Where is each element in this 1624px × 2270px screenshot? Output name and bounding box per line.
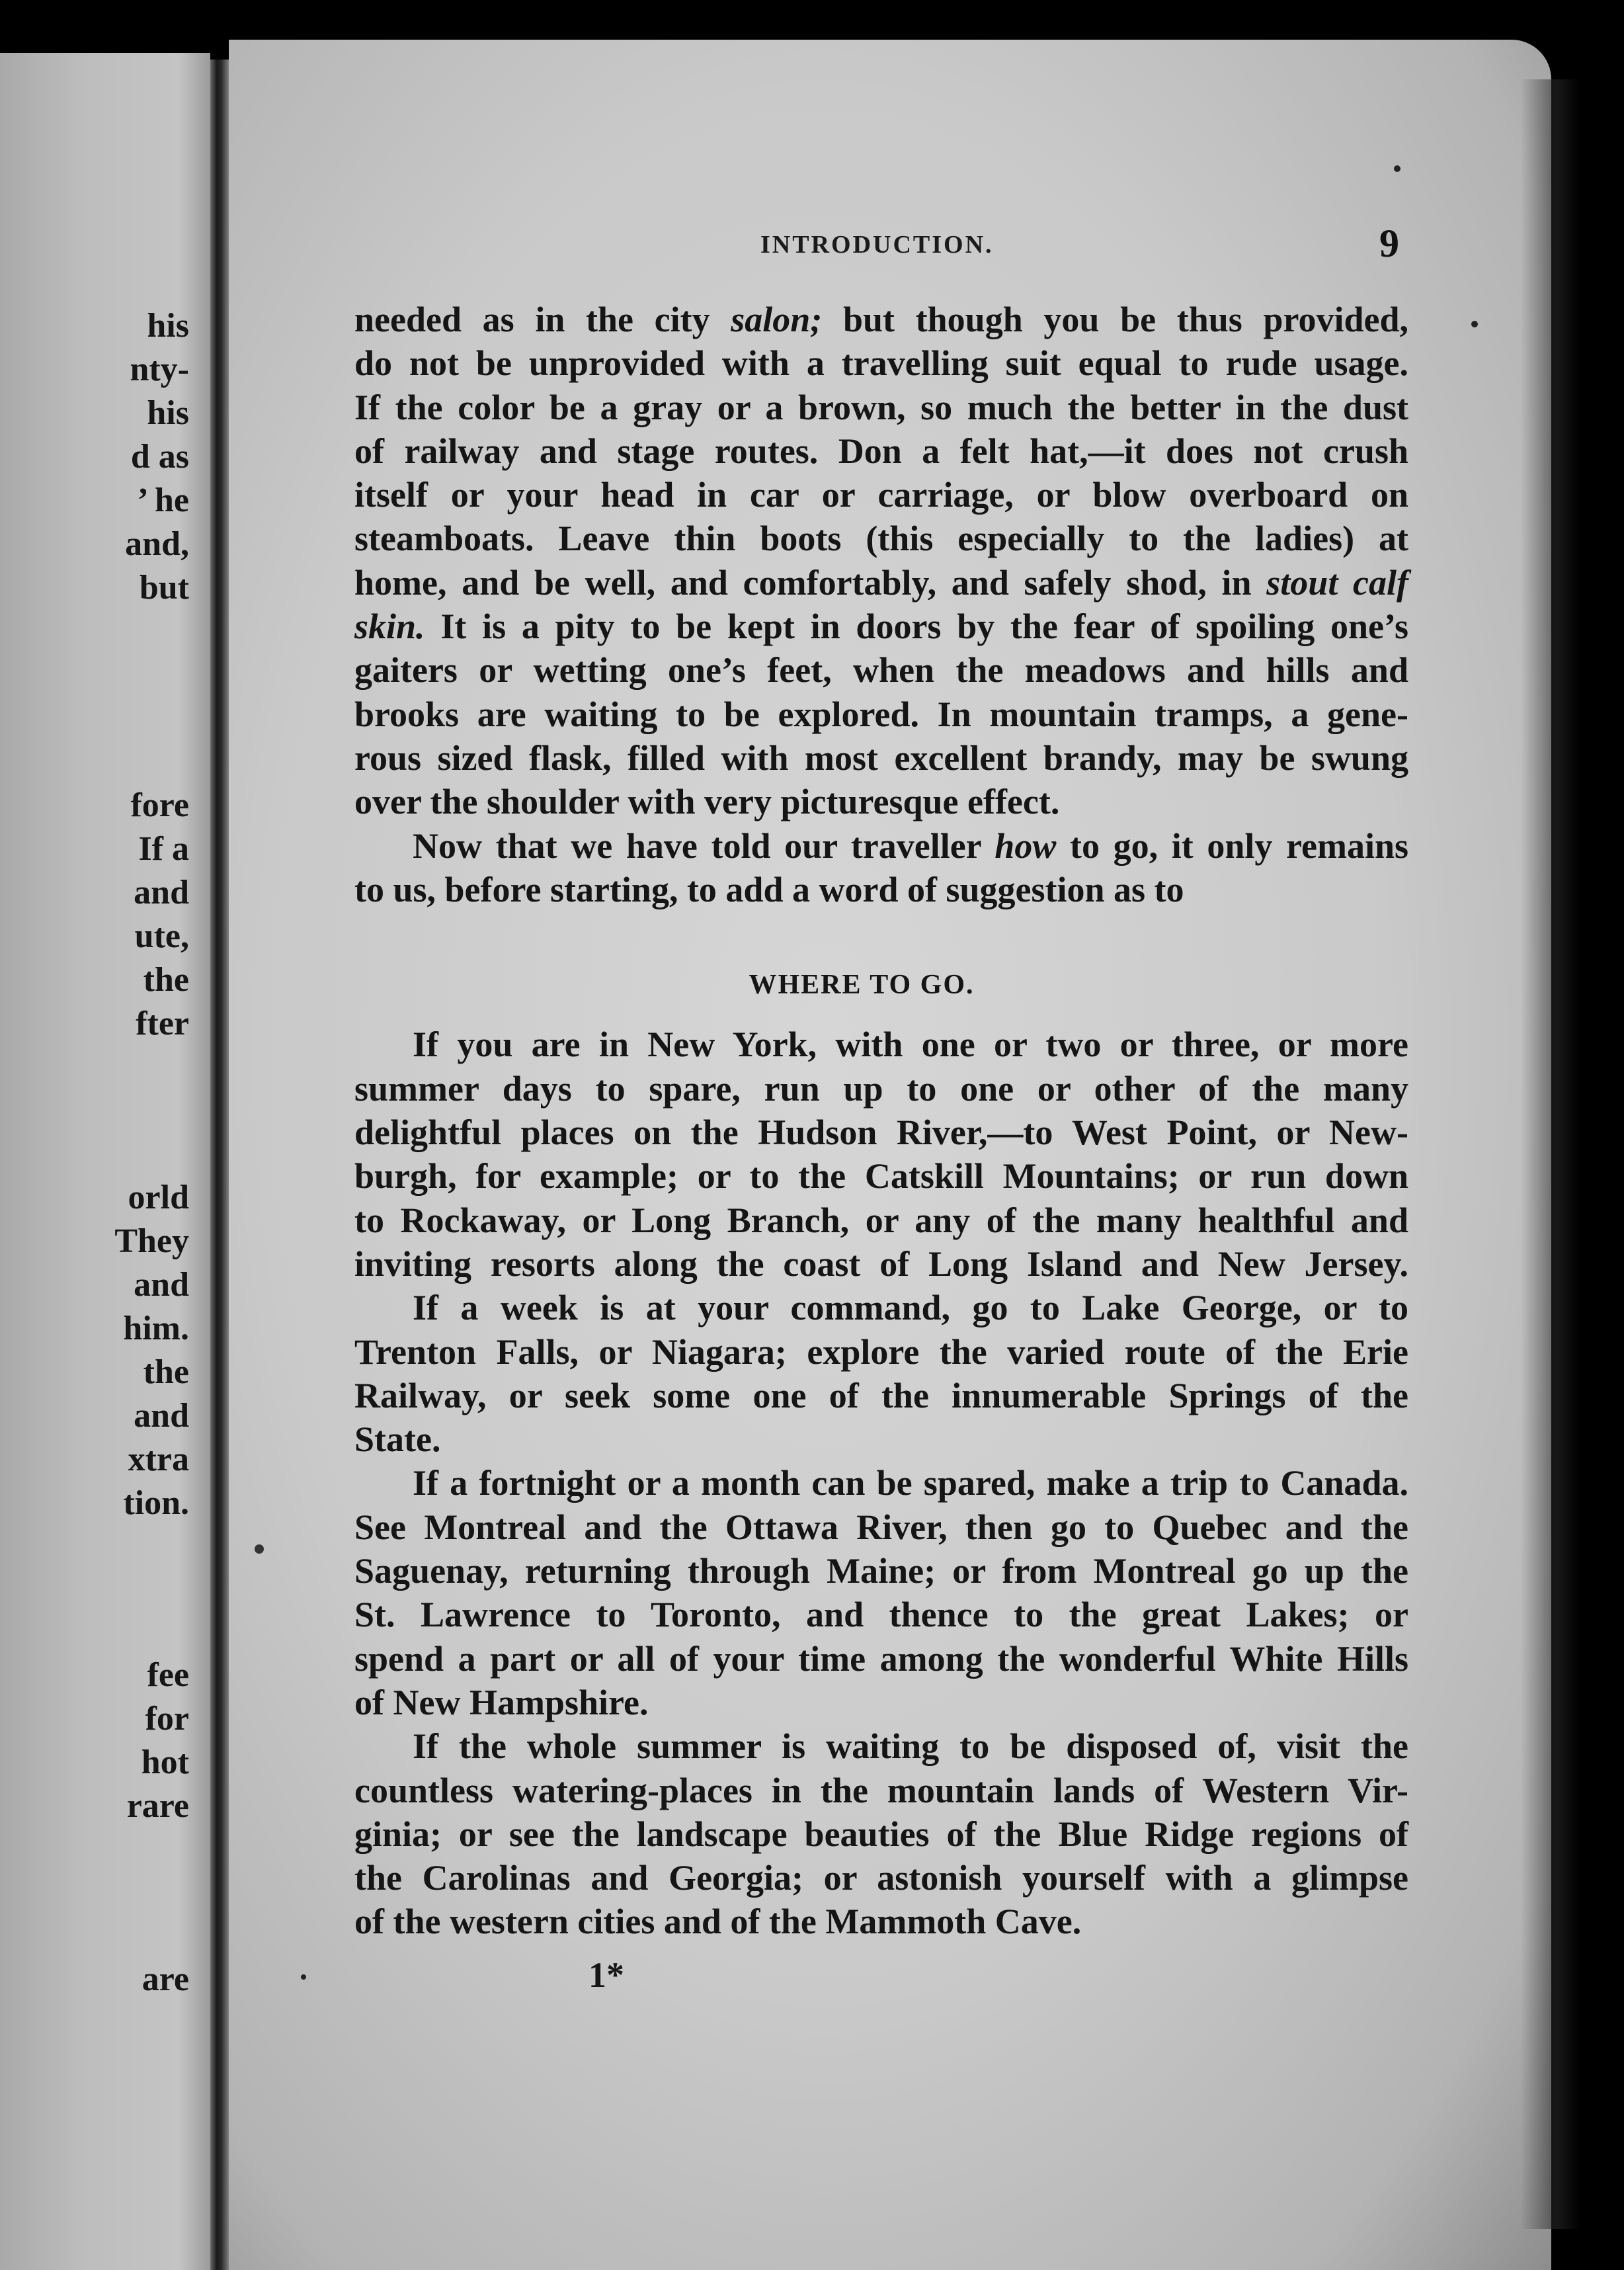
left-page-line: fter — [136, 1005, 189, 1042]
running-head: INTRODUCTION. — [760, 231, 994, 259]
text-line: steamboats. Leave thin boots (this especially to the ladies) at — [354, 519, 1408, 559]
left-page-line: tion. — [123, 1484, 189, 1522]
text-line: Trenton Falls, or Niagara; explore the varied route of the Erie — [354, 1331, 1408, 1372]
text-line: Now that we have told our traveller how to go, it only remains — [413, 825, 1408, 866]
text-line: Railway, or seek some one of the innumerable Springs of the — [354, 1375, 1408, 1415]
left-page-line: If a — [138, 830, 189, 868]
page-edge-shadow — [1521, 79, 1580, 2229]
text-line: home, and be well, and comfortably, and safely shod, in stout calf — [354, 562, 1408, 603]
left-page-line: and — [134, 874, 189, 911]
book-gutter — [210, 60, 229, 2270]
text-line: If a fortnight or a month can be spared, make a trip to Canada. — [413, 1463, 1408, 1503]
left-page-line: ute, — [134, 917, 189, 955]
left-page-line: They — [114, 1222, 189, 1260]
left-page-line: his — [147, 394, 189, 432]
text-line: over the shoulder with very picturesque effect. — [354, 782, 1060, 822]
left-page-line: and — [134, 1397, 189, 1435]
left-page-line: nty- — [130, 351, 189, 388]
text-line: If the whole summer is waiting to be disposed of, visit the — [413, 1726, 1408, 1767]
text-line: rous sized flask, filled with most excellent brandy, may be swung — [354, 737, 1408, 778]
text-line: summer days to spare, run up to one or other of the many — [354, 1068, 1408, 1109]
text-line: to us, before starting, to add a word of suggestion as to — [354, 869, 1184, 909]
text-line: State. — [354, 1419, 441, 1460]
left-page-line: orld — [128, 1179, 189, 1216]
page-number: 9 — [1379, 222, 1399, 265]
scan-speck — [1394, 165, 1401, 172]
scan-speck — [301, 1974, 306, 1980]
text-line: needed as in the city salon; but though you be thus provided, — [354, 300, 1408, 339]
text-line: ginia; or see the landscape beauties of the Blue Ridge regions of — [354, 1814, 1408, 1854]
previous-page-fragment — [0, 53, 210, 2270]
text-line: skin. It is a pity to be kept in doors by the fear of spoiling one’s — [354, 607, 1408, 647]
text-line: of the western cities and of the Mammoth Cave. — [354, 1902, 1082, 1942]
left-page-line: hot — [141, 1744, 189, 1781]
left-page-line: are — [142, 1960, 189, 1998]
left-page-line: the — [143, 1353, 189, 1391]
text-line: If you are in New York, with one or two or three, or more — [413, 1025, 1408, 1065]
left-page-line: ’ he — [137, 482, 189, 519]
italic-text: stout calf — [1266, 562, 1408, 603]
italic-text: how — [995, 825, 1057, 866]
text-line: inviting resorts along the coast of Long Island and New Jersey. — [354, 1243, 1408, 1284]
scan-speck — [1471, 321, 1478, 327]
left-page-line: fee — [147, 1656, 189, 1694]
text-line: Saguenay, returning through Maine; or from Montreal go up the — [354, 1551, 1408, 1591]
left-page-line: xtra — [128, 1441, 189, 1478]
text-line: of railway and stage routes. Don a felt hat,—it does not crush — [354, 431, 1408, 471]
text-line: countless watering-places in the mountain lands of Western Vir- — [354, 1770, 1408, 1810]
text-line: do not be unprovided with a travelling suit equal to rude usage. — [354, 343, 1408, 384]
text-line: burgh, for example; or to the Catskill Mountains; or run down — [354, 1156, 1408, 1197]
body-text — [354, 298, 1408, 1944]
text-line: See Montreal and the Ottawa River, then go to Quebec and the — [354, 1507, 1408, 1547]
text-line: spend a part or all of your time among the wonderful White Hills — [354, 1638, 1408, 1679]
left-page-line: him. — [123, 1310, 189, 1347]
text-line: to Rockaway, or Long Branch, or any of the many healthful and — [354, 1200, 1408, 1240]
left-page-line: the — [143, 961, 189, 999]
text-line: delightful places on the Hudson River,—to West Point, or New- — [354, 1113, 1408, 1153]
text-line: itself or your head in car or carriage, or blow overboard on — [354, 475, 1408, 515]
left-page-line: rare — [126, 1787, 189, 1825]
text-line: If a week is at your command, go to Lake George, or to — [413, 1288, 1408, 1328]
section-heading: WHERE TO GO. — [749, 970, 975, 1001]
text-line: of New Hampshire. — [354, 1682, 649, 1722]
left-page-line: his — [147, 307, 189, 345]
left-page-line: and, — [125, 525, 189, 563]
italic-text: skin. — [354, 607, 425, 647]
left-page-line: and — [134, 1266, 189, 1304]
text-line: If the color be a gray or a brown, so much the better in the dust — [354, 387, 1408, 427]
page-header — [0, 222, 1624, 270]
text-line: gaiters or wetting one’s feet, when the meadows and hills and — [354, 650, 1408, 691]
signature-mark: 1* — [589, 1955, 624, 1995]
text-line: St. Lawrence to Toronto, and thence to the great Lakes; or — [354, 1595, 1408, 1635]
left-page-line: fore — [130, 786, 189, 824]
scan-speck — [255, 1544, 264, 1554]
text-line: brooks are waiting to be explored. In mountain tramps, a gene- — [354, 694, 1408, 734]
italic-text: salon; — [731, 300, 823, 339]
left-page-line: d as — [130, 438, 189, 476]
text-line: the Carolinas and Georgia; or astonish yourself with a glimpse — [354, 1858, 1408, 1898]
left-page-line: for — [145, 1700, 189, 1738]
left-page-line: but — [139, 569, 189, 607]
